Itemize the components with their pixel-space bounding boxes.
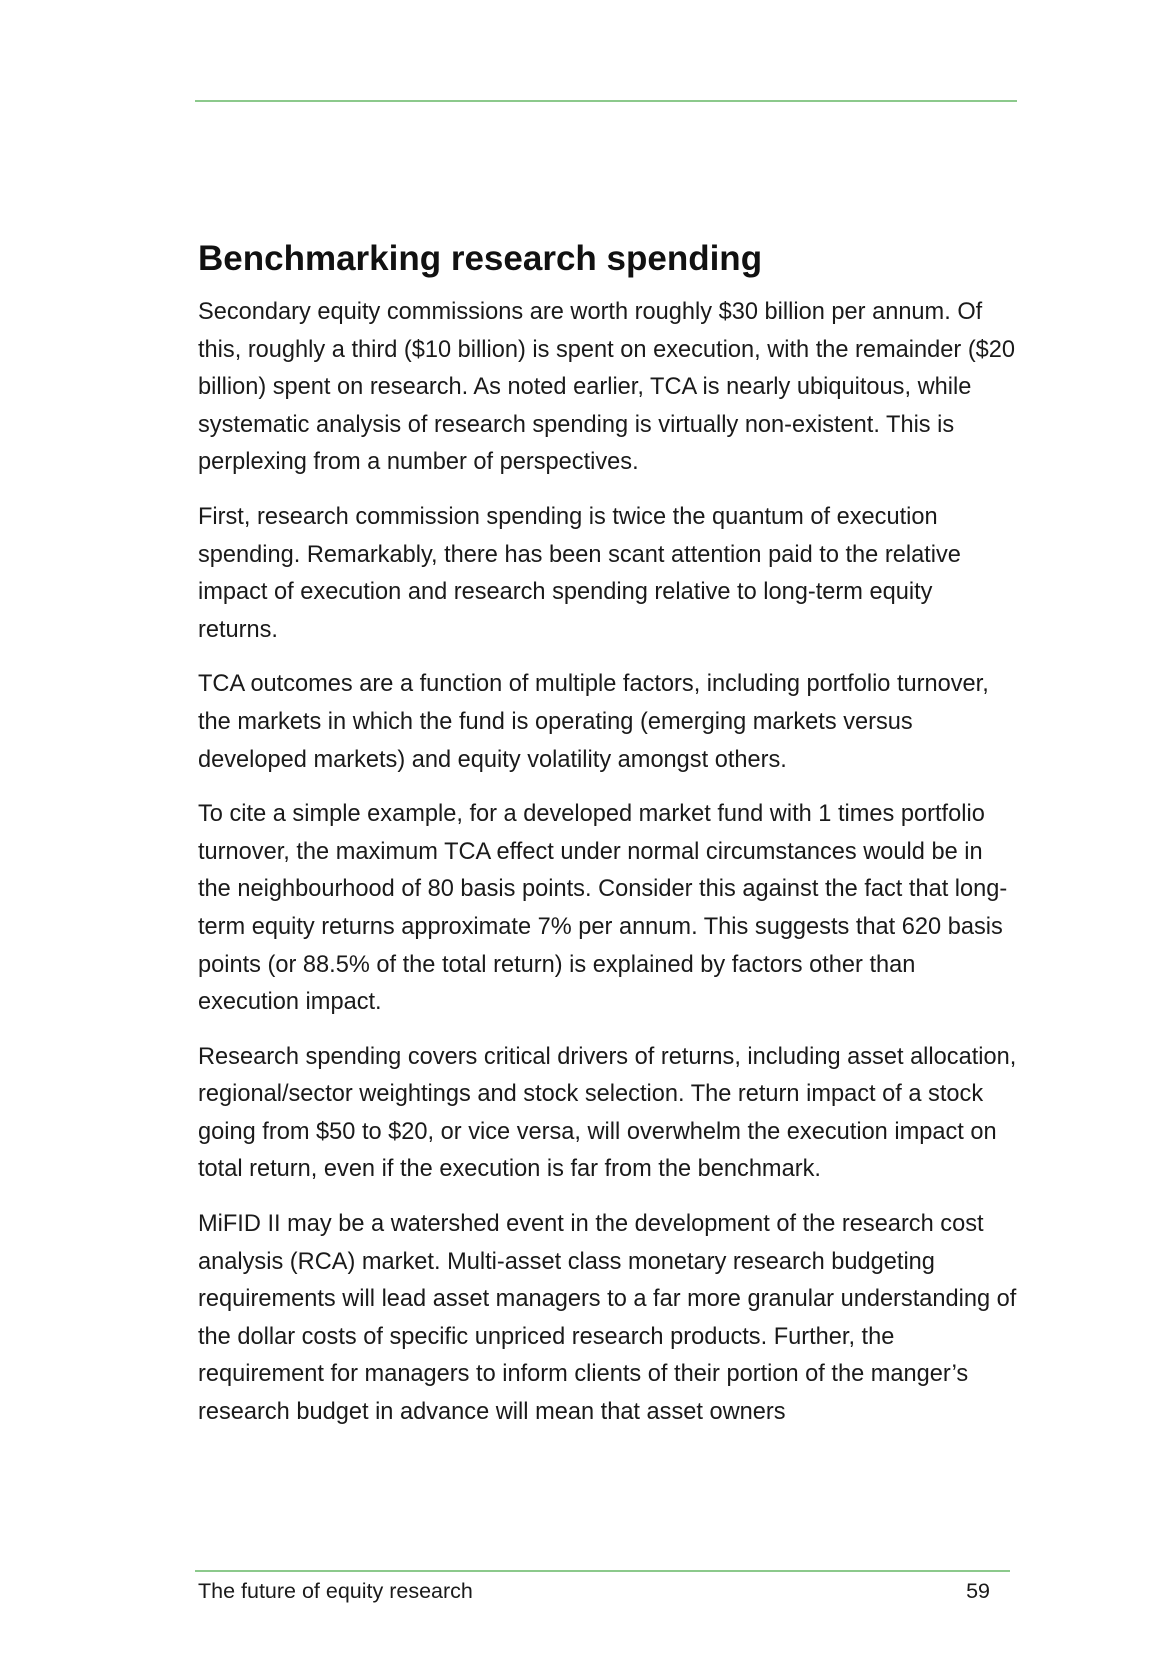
header-rule <box>195 100 1017 102</box>
paragraph-3: TCA outcomes are a function of multiple factors, including portfolio turnover, the markets in which the fund is operating (emerging markets versus developed markets) and equity volatility amongst others. <box>198 671 989 773</box>
paragraph-5: Research spending covers critical drivers of returns, including asset allocation, regional/sector weightings and stock selection. The return impact of a stock going from $50 to $20, or vice versa, will overwhelm the execution impact on total return, even if the execution is far from the benchmark. <box>198 1043 1017 1183</box>
paragraph-2: First, research commission spending is twice the quantum of execution spending. Remarkably, there has been scant attention paid to the relative impact of execution and research spending relative to long-term equity returns. <box>198 503 961 643</box>
footer-page-number: 59 <box>966 1579 990 1603</box>
paragraph-6: MiFID II may be a watershed event in the development of the research cost analysis (RCA) market. Multi-asset class monetary research budgeting requirements will lead asset managers to a far more granular understanding of the dollar costs of specific unpriced research products. Further, the requirement for managers to inform clients of their portion of the manger’s research budget in advance will mean that asset owners <box>198 1211 1017 1426</box>
footer-rule <box>195 1570 1010 1572</box>
paragraph-1: Secondary equity commissions are worth roughly $30 billion per annum. Of this, roughly a third ($10 billion) is spent on execution, with the remainder ($20 billion) spent on research. As noted earlier, TCA is nearly ubiquitous, while systematic analysis of research spending is virtually non-existent. This is perplexing from a number of perspectives. <box>198 299 1016 476</box>
section-heading: Benchmarking research spending <box>198 239 763 278</box>
footer-document-title: The future of equity research <box>198 1579 473 1603</box>
paragraph-4: To cite a simple example, for a developed market fund with 1 times portfolio turnover, the maximum TCA effect under normal circumstances would be in the neighbourhood of 80 basis points. Consider this against the fact that long-term equity returns approximate 7% per annum. This suggests that 620 basis points (or 88.5% of the total return) is explained by factors other than execution impact. <box>198 801 1008 1016</box>
page-content <box>198 232 1018 1449</box>
